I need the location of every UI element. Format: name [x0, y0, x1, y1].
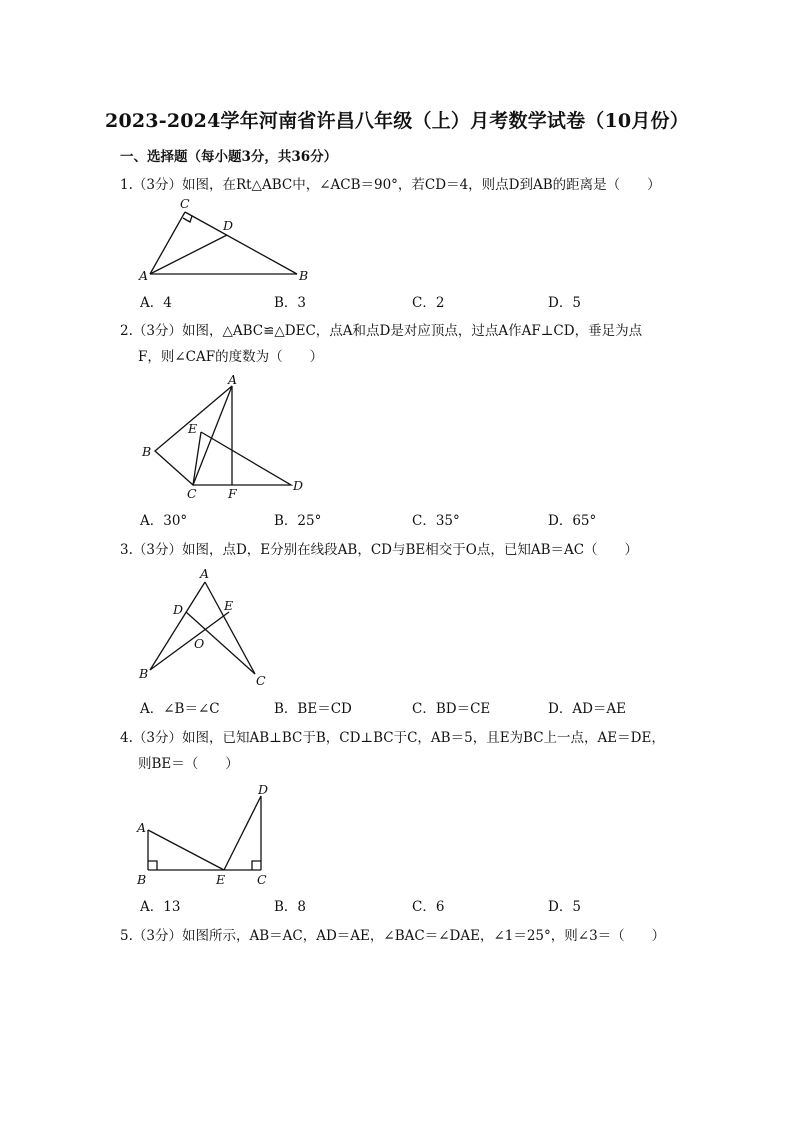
- option-b[interactable]: B．3: [274, 295, 307, 311]
- label-f: F: [228, 486, 237, 501]
- label-d: D: [258, 782, 269, 797]
- question-3-text: 3.（3分）如图，点D，E分别在线段AB，CD与BE相交于O点，已知AB＝AC（ ）: [120, 542, 639, 558]
- question-2-line-1: 2.（3分）如图，△ABC≌△DEC，点A和点D是对应顶点，过点A作AF⊥CD，垂足为点: [120, 323, 643, 339]
- label-a: A: [139, 268, 149, 282]
- segment-ce: [193, 432, 201, 485]
- label-c: C: [180, 196, 190, 211]
- right-angle-mark-c: [252, 861, 261, 870]
- label-c: C: [257, 872, 267, 887]
- option-c[interactable]: C．6: [412, 899, 445, 915]
- label-b: B: [139, 666, 149, 681]
- option-a[interactable]: A．∠B＝∠C: [140, 701, 220, 717]
- question-4-figure: [130, 780, 280, 888]
- label-c: C: [256, 673, 266, 688]
- label-e: E: [224, 598, 234, 613]
- label-d: D: [223, 218, 234, 233]
- option-d[interactable]: D．65°: [548, 513, 597, 529]
- label-o: O: [194, 636, 205, 651]
- segment-be: [150, 612, 229, 670]
- option-a[interactable]: A．4: [140, 295, 172, 311]
- question-2-text: [120, 318, 642, 370]
- question-4-line-2: 则BE＝（ ）: [138, 756, 239, 772]
- label-b: B: [137, 872, 147, 887]
- option-a[interactable]: A．13: [140, 899, 181, 915]
- label-d: D: [293, 478, 304, 493]
- label-a: A: [228, 372, 238, 387]
- label-e: E: [188, 421, 198, 436]
- option-b[interactable]: B．BE＝CD: [274, 701, 352, 717]
- option-c[interactable]: C．BD＝CE: [412, 701, 491, 717]
- question-4-line-1: 4.（3分）如图，已知AB⊥BC于B，CD⊥BC于C，AB＝5，且E为BC上一点，AE＝DE，: [120, 730, 665, 746]
- option-c[interactable]: C．2: [412, 295, 445, 311]
- label-c: C: [187, 486, 197, 501]
- option-b[interactable]: B．25°: [274, 513, 322, 529]
- option-b[interactable]: B．8: [274, 899, 307, 915]
- right-angle-mark: [183, 216, 192, 222]
- option-a[interactable]: A．30°: [140, 513, 188, 529]
- label-a: A: [137, 820, 147, 835]
- option-c[interactable]: C．35°: [412, 513, 460, 529]
- question-2-figure: [135, 372, 310, 504]
- right-angle-mark-b: [148, 861, 157, 870]
- segment-ab: [150, 582, 205, 670]
- section-heading: 一、选择题（每小题3分，共36分）: [120, 149, 338, 165]
- question-1-figure: [135, 196, 315, 282]
- question-2-line-2: F，则∠CAF的度数为（ ）: [138, 349, 324, 365]
- label-a: A: [200, 566, 210, 581]
- segment-ae: [148, 830, 224, 870]
- label-b: B: [299, 268, 309, 282]
- option-d[interactable]: D．5: [548, 295, 581, 311]
- segment-cb: [185, 212, 297, 274]
- question-1-text: 1.（3分）如图，在Rt△ABC中，∠ACB＝90°，若CD＝4，则点D到AB的距离是（ ）: [120, 177, 661, 193]
- label-b: B: [142, 444, 152, 459]
- option-d[interactable]: D．5: [548, 899, 581, 915]
- triangle-dec-sides: [193, 432, 291, 485]
- page-title: 2023-2024学年河南省许昌八年级（上）月考数学试卷（10月份）: [105, 110, 689, 132]
- question-3-figure: [135, 564, 275, 689]
- label-e: E: [216, 872, 226, 887]
- question-5-text: 5.（3分）如图所示，AB＝AC，AD＝AE，∠BAC＝∠DAE，∠1＝25°，则∠3＝（ ）: [120, 928, 666, 944]
- label-d: D: [173, 602, 184, 617]
- segment-ac: [205, 582, 255, 674]
- option-d[interactable]: D．AD＝AE: [548, 701, 627, 717]
- segment-ed: [224, 796, 261, 870]
- question-4-text: [120, 725, 665, 777]
